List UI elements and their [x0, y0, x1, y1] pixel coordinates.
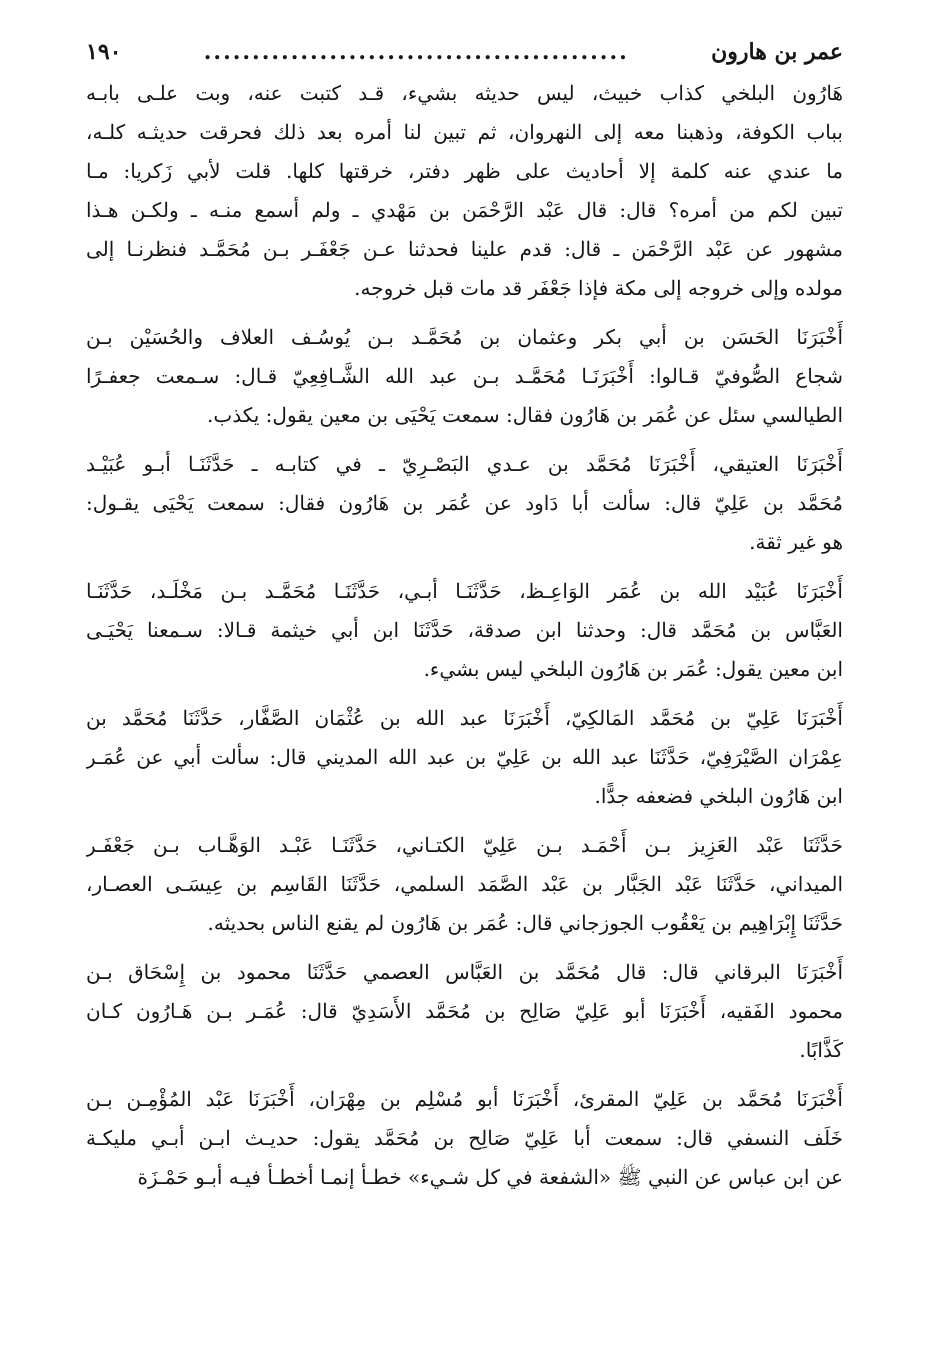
text-line: الطيالسي سئل عن عُمَر بن هَارُون فقال: سمعت يَحْيَى بن معين يقول: يكذب.	[207, 403, 843, 427]
running-header	[86, 30, 843, 74]
text-line: مُحَمَّد بن عَلِيّ قال: سألت أبا دَاود عن عُمَر بن هَارُون فقال: سمعت يَحْيَى يقـول:	[86, 491, 843, 515]
text-line: بباب الكوفة، وذهبنا معه إلى النهروان، ثم تبين لنا أمره بعد ذلك فحرقت حديثـه كلـه،	[86, 120, 843, 144]
leader-dots: ............................................	[203, 39, 629, 65]
body-text	[86, 74, 843, 1197]
text-line: أَخْبَرَنَا الحَسَن بن أبي بكر وعثمان بن مُحَمَّـد بـن يُوسُـف العلاف والحُسَيْن بـن	[86, 325, 843, 349]
text-line: عن ابن عباس عن النبي ﷺ «الشفعة في كل شـيء» خطـأ إنمـا أخطـأ فيـه أبـو حَمْـزَة	[137, 1165, 843, 1189]
text-line: مولده وإلى خروجه إلى مكة فإذا جَعْفَر قد مات قبل خروجه.	[354, 276, 843, 300]
paragraph	[86, 1080, 843, 1197]
running-title: عمر بن هارون	[711, 39, 843, 65]
text-line: ما عندي عنه كلمة إلا أحاديث على ظهر دفتر، خرقتها كلها. قلت لأبي زَكريا: مـا	[86, 159, 843, 183]
text-line: ابن هَارُون البلخي فضعفه جدًّا.	[594, 784, 843, 808]
text-line: أَخْبَرَنَا العتيقي، أَخْبَرَنَا مُحَمَّد بن عـدي البَصْـرِيّ ـ في كتابـه ـ حَدَّثَنَـا أبـو عُبَيْـد	[86, 452, 843, 476]
text-line: حَدَّثَنَا إِبْرَاهِيم بن يَعْقُوب الجوزجاني قال: عُمَر بن هَارُون لم يقنع الناس بحديثه.	[207, 911, 843, 935]
paragraph	[86, 318, 843, 435]
text-line: خَلَف النسفي قال: سمعت أبا عَلِيّ صَالِح بن مُحَمَّد يقول: حديـث ابـن أبـي مليكـة	[86, 1126, 843, 1150]
text-line: أَخْبَرَنَا عَلِيّ بن مُحَمَّد المَالكِيّ، أَخْبَرَنَا عبد الله بن عُثْمَان الصَّفَّار، حَدَّثَنَا مُحَمَّد بن	[86, 706, 843, 730]
text-line: عِمْرَان الصَّيْرَفِيّ، حَدَّثَنَا عبد الله بن عَلِيّ بن عبد الله المديني قال: سألت أبي عن عُمَـر	[86, 745, 843, 769]
book-page	[86, 30, 843, 1330]
page-number: ١٩٠	[86, 39, 122, 65]
paragraph	[86, 445, 843, 562]
text-line: أَخْبَرَنَا عُبَيْد الله بن عُمَر الوَاعِـظ، حَدَّثَنَـا أبـي، حَدَّثَنَـا مُحَمَّـد بـن مَخْلَـد، حَدَّثَنَـا	[86, 579, 843, 603]
text-line: هَارُون البلخي كذاب خبيث، ليس حديثه بشيء، قـد كتبت عنه، وبت علـى بابـه	[86, 81, 843, 105]
text-line: شجاع الصُّوفيّ قـالوا: أَخْبَرَنَـا مُحَمَّـد بـن عبد الله الشَّـافِعِيّ قـال: سـمعت جعفـرًا	[86, 364, 843, 388]
text-line: العَبَّاس بن مُحَمَّد قال: وحدثنا ابن صدقة، حَدَّثَنَا ابن أبي خيثمة قـالا: سـمعنا يَحْيَـى	[86, 618, 843, 642]
paragraph	[86, 572, 843, 689]
paragraph	[86, 699, 843, 816]
paragraph	[86, 74, 843, 308]
text-line: كَذَّابًا.	[799, 1038, 843, 1062]
paragraph	[86, 953, 843, 1070]
text-line: مشهور عن عَبْد الرَّحْمَن ـ قال: قدم علينا فحدثنا عـن جَعْفَـر بـن مُحَمَّـد فنظرنـا إلى	[86, 237, 843, 261]
text-line: محمود الفَقيه، أَخْبَرَنَا أبو عَلِيّ صَالِح بن مُحَمَّد الأَسَدِيّ قال: عُمَـر بـن هَـارُون كـان	[86, 999, 843, 1023]
text-line: تبين لكم من أمره؟ قال: قال عَبْد الرَّحْمَن بن مَهْدي ـ ولم أسمع منـه ـ ولكـن هـذا	[86, 198, 843, 222]
text-line: حَدَّثَنَا عَبْد العَزِيز بـن أَحْمَـد بـن عَلِيّ الكتـاني، حَدَّثَنَـا عَبْـد الوَهَّـاب بـن جَعْفَـر	[86, 833, 843, 857]
paragraph	[86, 826, 843, 943]
text-line: هو غير ثقة.	[749, 530, 843, 554]
text-line: ابن معين يقول: عُمَر بن هَارُون البلخي ليس بشيء.	[423, 657, 843, 681]
text-line: أَخْبَرَنَا مُحَمَّد بن عَلِيّ المقرئ، أَخْبَرَنَا أبو مُسْلِم بن مِهْرَان، أَخْبَرَنَا عَبْد المُؤْمِـن بـن	[86, 1087, 843, 1111]
text-line: الميداني، حَدَّثَنَا عَبْد الجَبَّار بن عَبْد الصَّمَد السلمي، حَدَّثَنَا القَاسِم بن عِيسَـى العصـار،	[86, 872, 843, 896]
text-line: أَخْبَرَنَا البرقاني قال: قال مُحَمَّد بن العَبَّاس العصمي حَدَّثَنَا محمود بن إِسْحَاق بـن	[86, 960, 843, 984]
